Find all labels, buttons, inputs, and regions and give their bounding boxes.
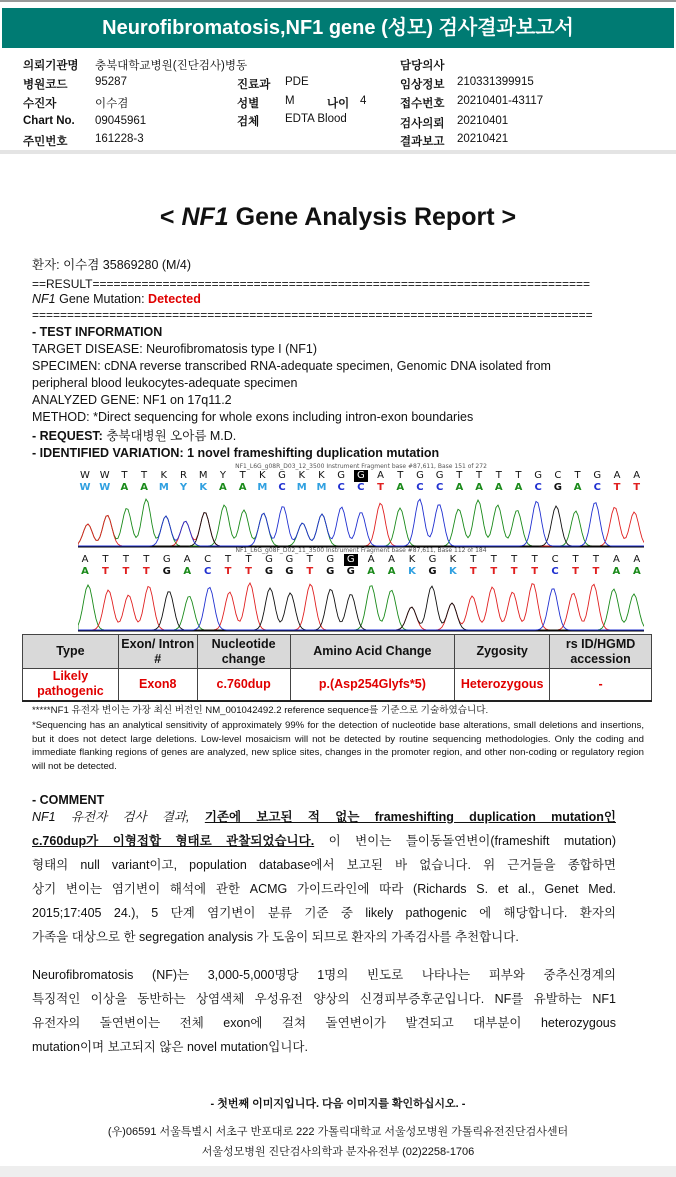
base-letter: T <box>574 470 581 481</box>
base-letter: T <box>377 482 384 493</box>
col-zygosity: Zygosity <box>455 635 550 669</box>
base-letter: G <box>162 566 171 577</box>
method: METHOD: *Direct sequencing for whole exons including intron-exon boundaries <box>32 410 474 424</box>
base-letter: M <box>257 482 268 493</box>
col-type: Type <box>23 635 119 669</box>
base-letter: M <box>158 482 169 493</box>
base-letter: C <box>551 554 559 565</box>
patient-info <box>0 55 676 147</box>
request-label: - REQUEST: <box>32 429 103 443</box>
base-letter: T <box>633 482 641 493</box>
base-letter: T <box>143 554 150 565</box>
base-letter: G <box>265 554 273 565</box>
base-letter: T <box>490 566 498 577</box>
base-letter: A <box>514 482 523 493</box>
report-date-value: 20210421 <box>457 133 509 145</box>
base-letter: G <box>593 470 602 481</box>
trace-T <box>78 503 644 546</box>
base-letter: T <box>510 566 518 577</box>
base-letter: T <box>572 554 579 565</box>
base-letter: A <box>183 566 192 577</box>
institution-value: 충북대학교병원(진단검사)병동 <box>95 60 248 72</box>
comment-text: 가족을 대상으로 한 segregation analysis 가 도움이 되므로 환자의 가족검사를 추천합니다. <box>32 930 519 944</box>
col-rsid: rs ID/HGMD accession <box>550 635 652 669</box>
base-letter: G <box>278 470 286 481</box>
base-letter: T <box>141 470 148 481</box>
base-letter: A <box>632 566 641 577</box>
receipt-value: 20210401-43117 <box>457 95 544 107</box>
hospital-code-label: 병원코드 <box>23 79 68 91</box>
clinical-label: 임상정보 <box>400 79 445 91</box>
sex-value: M <box>285 95 295 107</box>
base-letter: T <box>456 470 463 481</box>
base-letter: C <box>551 566 559 577</box>
base-letter: T <box>515 470 522 481</box>
base-letter: K <box>408 554 416 565</box>
base-letter: C <box>203 566 212 577</box>
report-date-label: 결과보고 <box>400 136 445 148</box>
title-post: Gene Analysis Report > <box>228 203 517 231</box>
comment-text: Neurofibromatosis (NF)는 3,000-5,000명당 1명의 빈도로 나타나는 피부와 중추신경계의 <box>32 968 616 982</box>
base-letter: A <box>238 482 247 493</box>
base-letter: T <box>592 554 599 565</box>
base-letter: C <box>534 482 542 493</box>
report-header: Neurofibromatosis,NF1 gene (성모) 검사결과보고서 <box>2 8 674 48</box>
base-letter: A <box>633 554 641 565</box>
base-letter: K <box>318 470 325 481</box>
trace-G <box>78 586 644 630</box>
variant-table <box>22 634 652 702</box>
base-letter: C <box>554 470 562 481</box>
base-letter: T <box>245 554 252 565</box>
base-letter: M <box>198 470 208 481</box>
base-letter: G <box>553 482 562 493</box>
comment-heading: - COMMENT <box>32 793 105 807</box>
comment-text: mutation이며 보고되지 않은 novel mutation입니다. <box>32 1040 308 1054</box>
base-letter: T <box>102 554 109 565</box>
base-letter: K <box>408 566 416 577</box>
comment-paragraph-1 <box>32 805 616 949</box>
sequence-row <box>78 554 644 566</box>
base-letter: T <box>306 554 313 565</box>
base-letter: G <box>428 554 437 565</box>
base-letter: M <box>316 482 327 493</box>
base-letter: K <box>298 470 306 481</box>
base-letter: W <box>99 470 110 481</box>
col-nucleotide: Nucleotide change <box>197 635 290 669</box>
cell-nucleotide: c.760dup <box>197 669 290 701</box>
base-letter: W <box>99 482 111 493</box>
comment-text: NF1 유전자 검사 결과, <box>32 810 205 824</box>
base-letter: T <box>121 470 128 481</box>
base-letter: T <box>102 566 109 577</box>
test-info-heading: - TEST INFORMATION <box>32 325 163 339</box>
cell-amino-acid: p.(Asp254Glyfs*5) <box>290 669 455 701</box>
base-letter: T <box>572 566 579 577</box>
base-letter: T <box>470 554 477 565</box>
base-letter: W <box>79 482 91 493</box>
base-letter: W <box>80 470 90 481</box>
sequence-row <box>78 470 644 482</box>
cell-type: Likely pathogenic <box>23 669 119 701</box>
base-letter: G <box>534 470 543 481</box>
specimen-value: EDTA Blood <box>285 113 347 125</box>
base-letter: A <box>494 482 503 493</box>
base-letter: G <box>162 554 171 565</box>
base-letter: A <box>613 470 621 481</box>
sex-label: 성별 <box>237 98 260 110</box>
base-letter: T <box>511 554 518 565</box>
base-letter: A <box>81 554 89 565</box>
patient-line: 환자: 이수겸 35869280 (M/4) <box>32 258 192 272</box>
trace-plot <box>78 494 644 548</box>
base-letter: A <box>140 482 148 493</box>
chromatogram-caption: NF1_L6G_g08R_D03_12_3500 Instrument Fragment base #87,611, Base 151 of 272 <box>235 463 487 470</box>
trace-C <box>78 587 644 630</box>
trace-G <box>78 506 644 546</box>
age-value: 4 <box>360 95 367 107</box>
target-disease: TARGET DISEASE: Neurofibromatosis type I (NF1) <box>32 342 318 356</box>
base-letter: C <box>337 482 345 493</box>
patient-label: 수진자 <box>23 98 57 110</box>
trace-C <box>78 499 644 546</box>
footer-address: (우)06591 서울특별시 서초구 반포대로 222 가톨릭대학교 서울성모병원 가톨릭유전진단검사센터 <box>107 1126 569 1138</box>
institution-label: 의뢰기관명 <box>23 60 79 72</box>
trace-A <box>78 585 644 630</box>
base-letter: G <box>326 566 335 577</box>
report-body <box>32 257 644 462</box>
patient-value: 이수겸 <box>95 98 129 110</box>
base-letter: A <box>183 554 191 565</box>
page-note: - 첫번째 이미지입니다. 다음 이미지를 확인하십시오. - <box>210 1098 466 1110</box>
base-letter: A <box>377 470 384 481</box>
variation-heading: - IDENTIFIED VARIATION: 1 novel frameshifting duplication mutation <box>32 446 440 460</box>
cell-rsid: - <box>550 669 652 701</box>
top-border <box>0 0 676 2</box>
specimen-line2: peripheral blood leukocytes-adequate specimen <box>32 376 298 390</box>
comment-emphasis: c.760dup가 이형접합 형태로 관찰되었습니다. <box>32 834 315 848</box>
base-letter: A <box>367 554 375 565</box>
chromatogram-caption: NF1_L6G_g08F_D02_11_3500 Instrument Fragment base #87,611, Base 112 of 184 <box>235 547 487 554</box>
base-letter: T <box>142 566 150 577</box>
base-letter: A <box>367 566 375 577</box>
base-letter: C <box>435 482 444 493</box>
base-letter: K <box>449 554 457 565</box>
section-divider <box>0 150 676 154</box>
base-call-row <box>78 482 644 494</box>
mutation-line <box>32 291 644 308</box>
base-letter: T <box>469 566 477 577</box>
base-letter: C <box>278 482 286 493</box>
base-letter: C <box>204 554 212 565</box>
base-letter: A <box>388 554 395 565</box>
base-letter: T <box>122 566 130 577</box>
base-letter: A <box>219 482 227 493</box>
base-letter: A <box>612 566 621 577</box>
base-letter: T <box>245 566 252 577</box>
base-letter: M <box>296 482 307 493</box>
specimen-label: 검체 <box>237 116 260 128</box>
base-letter: T <box>531 566 539 577</box>
chromatogram-1 <box>78 463 644 552</box>
base-letter: A <box>120 482 129 493</box>
sensitivity-note: *Sequencing has an analytical sensitivity of approximately 99% for the detection of nucleotide base alterations, small deletions and insertions, but it does not detect large deletions. Low-level mosaicism will not be detected by routine sequencing methodologies. Only the coding and immediate flanking regions of genes are analyzed, new splice sites, changes in the promoter region, and other non-coding or regulatory region will not be detected. <box>32 720 644 772</box>
trace-T <box>78 583 644 630</box>
base-letter: G <box>354 470 368 482</box>
base-letter: G <box>326 554 335 565</box>
base-letter: T <box>397 470 404 481</box>
specimen-line1: SPECIMEN: cDNA reverse transcribed RNA-adequate specimen, Genomic DNA isolated from <box>32 359 551 373</box>
chart-label: Chart No. <box>23 115 75 127</box>
receipt-label: 접수번호 <box>400 98 445 110</box>
base-call-row <box>78 566 644 578</box>
base-letter: T <box>613 482 621 493</box>
base-letter: A <box>396 482 405 493</box>
hospital-code-value: 95287 <box>95 76 127 88</box>
comment-text: 특징적인 이상을 동반하는 상염색체 우성유전 양상의 신경피부증후군입니다. NF를 유발하는 NF1 <box>32 992 616 1006</box>
request-value: 충북대병원 오아름 M.D. <box>102 429 237 443</box>
base-letter: A <box>612 554 620 565</box>
base-letter: C <box>357 482 365 493</box>
base-letter: G <box>344 554 358 566</box>
base-letter: G <box>435 470 444 481</box>
footer-department: 서울성모병원 진단검사의학과 분자유전부 (02)2258-1706 <box>201 1146 475 1158</box>
base-letter: T <box>224 566 232 577</box>
base-letter: Y <box>219 470 226 481</box>
base-letter: T <box>490 554 497 565</box>
comment-text: 상기 변이는 염기변이 해석에 관한 ACMG 가이드라인에 따라 (Richards S. et al., Genet Med. <box>32 882 616 896</box>
result-line: ==RESULT======================================================================= <box>32 277 591 291</box>
comment-text: 형태의 null variant이고, population database에서 보고된 바 없습니다. 위 근거들을 종합하면 <box>32 858 616 872</box>
request-date-value: 20210401 <box>457 115 509 127</box>
title-gene: NF1 <box>181 203 229 231</box>
report-title <box>0 203 676 232</box>
table-row <box>23 669 652 701</box>
rrn-value: 161228-3 <box>95 133 144 145</box>
base-letter: G <box>264 566 274 577</box>
base-letter: A <box>633 470 641 481</box>
mutation-label: Gene Mutation: <box>55 292 149 306</box>
title-pre: < <box>159 203 182 231</box>
base-letter: K <box>160 470 168 481</box>
base-letter: A <box>573 482 582 493</box>
base-letter: A <box>475 482 483 493</box>
base-letter: K <box>259 470 266 481</box>
base-letter: G <box>285 566 294 577</box>
bottom-bar <box>0 1166 676 1177</box>
rrn-label: 주민번호 <box>23 136 68 148</box>
base-letter: A <box>387 566 396 577</box>
base-letter: T <box>495 470 502 481</box>
base-letter: T <box>306 566 314 577</box>
mutation-gene: NF1 <box>32 292 56 306</box>
base-letter: Y <box>179 482 188 493</box>
base-letter: R <box>180 470 187 481</box>
base-letter: G <box>285 554 294 565</box>
cell-zygosity: Heterozygous <box>455 669 550 701</box>
base-letter: G <box>346 566 355 577</box>
col-exon: Exon/ Intron # <box>118 635 197 669</box>
request-line <box>32 428 644 445</box>
base-letter: T <box>239 470 246 481</box>
comment-text: 이 변이는 틀이동돌연변이(frameshift mutation) <box>314 834 616 848</box>
base-letter: T <box>225 554 232 565</box>
comment-emphasis: 기존에 보고된 적 없는 frameshifting duplication mutation인 <box>204 810 616 824</box>
reference-note: *****NF1 유전자 변이는 가장 최신 버전인 NM_001042492.2 reference sequence를 기준으로 기술하였습니다. <box>32 705 489 716</box>
clinical-value: 210331399915 <box>457 76 534 88</box>
doctor-label: 담당의사 <box>400 60 445 72</box>
mutation-status: Detected <box>148 292 201 306</box>
chromatogram-2 <box>78 547 644 636</box>
trace-plot <box>78 578 644 632</box>
cell-exon: Exon8 <box>118 669 197 701</box>
comment-text: 유전자의 돌연변이는 전체 exon에 걸쳐 돌연변이가 발견되고 대부분이 heterozygous <box>32 1016 616 1030</box>
base-letter: A <box>81 566 89 577</box>
age-label: 나이 <box>327 98 350 110</box>
dept-label: 진료과 <box>237 79 271 91</box>
col-amino-acid: Amino Acid Change <box>290 635 455 669</box>
comment-paragraph-2 <box>32 963 616 1059</box>
request-date-label: 검사의뢰 <box>400 118 445 130</box>
dept-value: PDE <box>285 76 309 88</box>
comment-text: 2015;17:405 24.), 5 단계 염기변이 분류 기준 중 likely pathogenic 에 해당합니다. 환자의 <box>32 906 616 920</box>
eq-line: ================================================================================ <box>32 308 593 322</box>
base-letter: K <box>199 482 208 493</box>
base-letter: C <box>416 482 424 493</box>
base-letter: T <box>476 470 483 481</box>
base-letter: T <box>531 554 538 565</box>
base-letter: K <box>449 566 457 577</box>
base-letter: G <box>428 566 437 577</box>
base-letter: C <box>593 482 601 493</box>
base-letter: G <box>416 470 424 481</box>
base-letter: G <box>337 470 346 481</box>
chart-value: 09045961 <box>95 115 147 127</box>
base-letter: T <box>592 566 600 577</box>
analyzed-gene: ANALYZED GENE: NF1 on 17q11.2 <box>32 393 232 407</box>
base-letter: T <box>122 554 129 565</box>
base-letter: A <box>455 482 464 493</box>
